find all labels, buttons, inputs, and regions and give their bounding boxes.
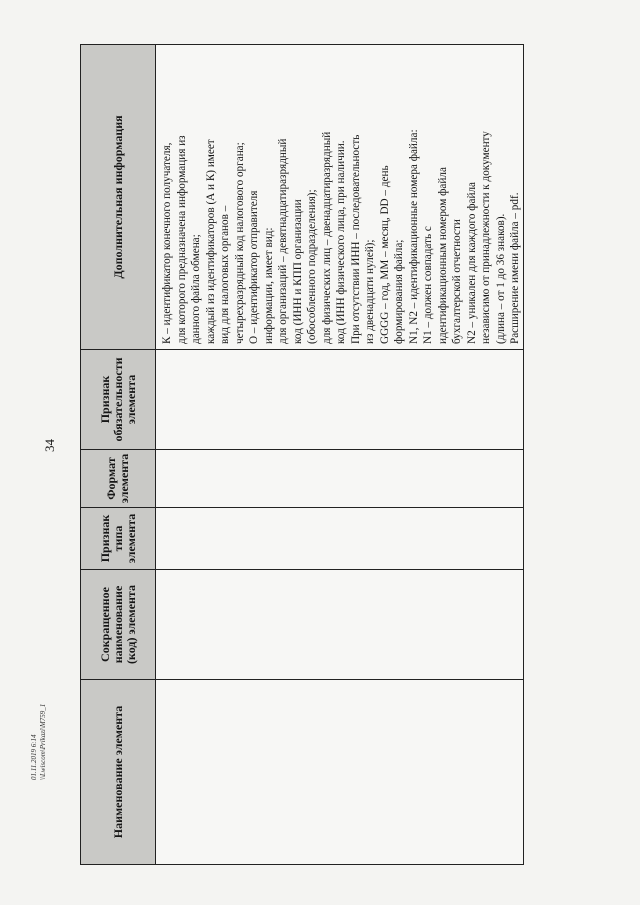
- cell-short-name: [156, 570, 524, 680]
- info-line: N1 – должен совпадать с: [422, 226, 434, 344]
- header-short-name: Сокращенное наименование (код) элемента: [81, 570, 156, 680]
- info-line: При отсутствии ИНН – последовательность: [349, 134, 362, 344]
- info-line: код (ИНН физического лица, при наличии.: [335, 140, 347, 344]
- info-line: О – идентификатор отправителя: [248, 190, 260, 344]
- table-container: [80, 45, 521, 865]
- info-line: каждый из идентификаторов (А и К) имеет: [204, 139, 217, 344]
- info-line: N1, N2 – идентификационные номера файла:: [407, 129, 420, 344]
- info-line: (длина – от 1 до 36 знаков).: [494, 213, 507, 344]
- info-line: независимо от принадлежности к документу: [480, 131, 492, 344]
- info-line: Расширение имени файла – pdf.: [509, 192, 521, 344]
- info-line: данного файла обмена;: [190, 234, 202, 344]
- table-row: [156, 45, 524, 865]
- cell-mandatory-flag: [156, 350, 524, 450]
- info-line: для физических лиц – двенадцатиразрядный: [320, 131, 333, 344]
- footer-note: [30, 570, 48, 780]
- table-header-row: [81, 45, 156, 865]
- info-line: (обособленного подразделения);: [306, 189, 318, 344]
- info-line: N2 – уникален для каждого файла: [465, 181, 478, 344]
- header-element-name: Наименование элемента: [81, 680, 156, 865]
- info-line: четырехразрядный код налогового органа;: [233, 142, 246, 344]
- cell-element-name: [156, 680, 524, 865]
- info-line: бухгалтерской отчетности: [451, 219, 463, 344]
- header-additional-info: Дополнительная информация: [81, 45, 156, 350]
- info-line: идентификационным номером файла: [436, 167, 449, 344]
- footer-timestamp: 01.11.2019 6:14: [30, 734, 38, 780]
- elements-table: [80, 44, 524, 865]
- info-line: код (ИНН и КПП организации: [291, 199, 304, 344]
- header-format: Формат элемента: [81, 450, 156, 508]
- cell-type-flag: [156, 508, 524, 570]
- info-line: GGGG – год, ММ – месяц, DD – день: [378, 165, 391, 344]
- info-line: формирования файла;: [393, 239, 405, 344]
- page-number: 34: [42, 439, 57, 452]
- header-mandatory-flag: Признак обязательности элемента: [81, 350, 156, 450]
- footer-path: \\Lwiscom\Prikazi\M759_1: [39, 703, 47, 780]
- header-type-flag: Признак типа элемента: [81, 508, 156, 570]
- info-line: вид для налоговых органов –: [219, 205, 231, 344]
- cell-format: [156, 450, 524, 508]
- info-line: для которого предназначена информация из: [175, 135, 188, 344]
- info-line: К – идентификатор конечного получателя,: [161, 142, 173, 344]
- info-line: информации, имеет вид:: [262, 227, 275, 344]
- info-line: для организаций – девятнадцатиразрядный: [277, 138, 289, 344]
- info-line: из двенадцати нулей);: [364, 239, 376, 344]
- cell-additional-info: [156, 45, 524, 350]
